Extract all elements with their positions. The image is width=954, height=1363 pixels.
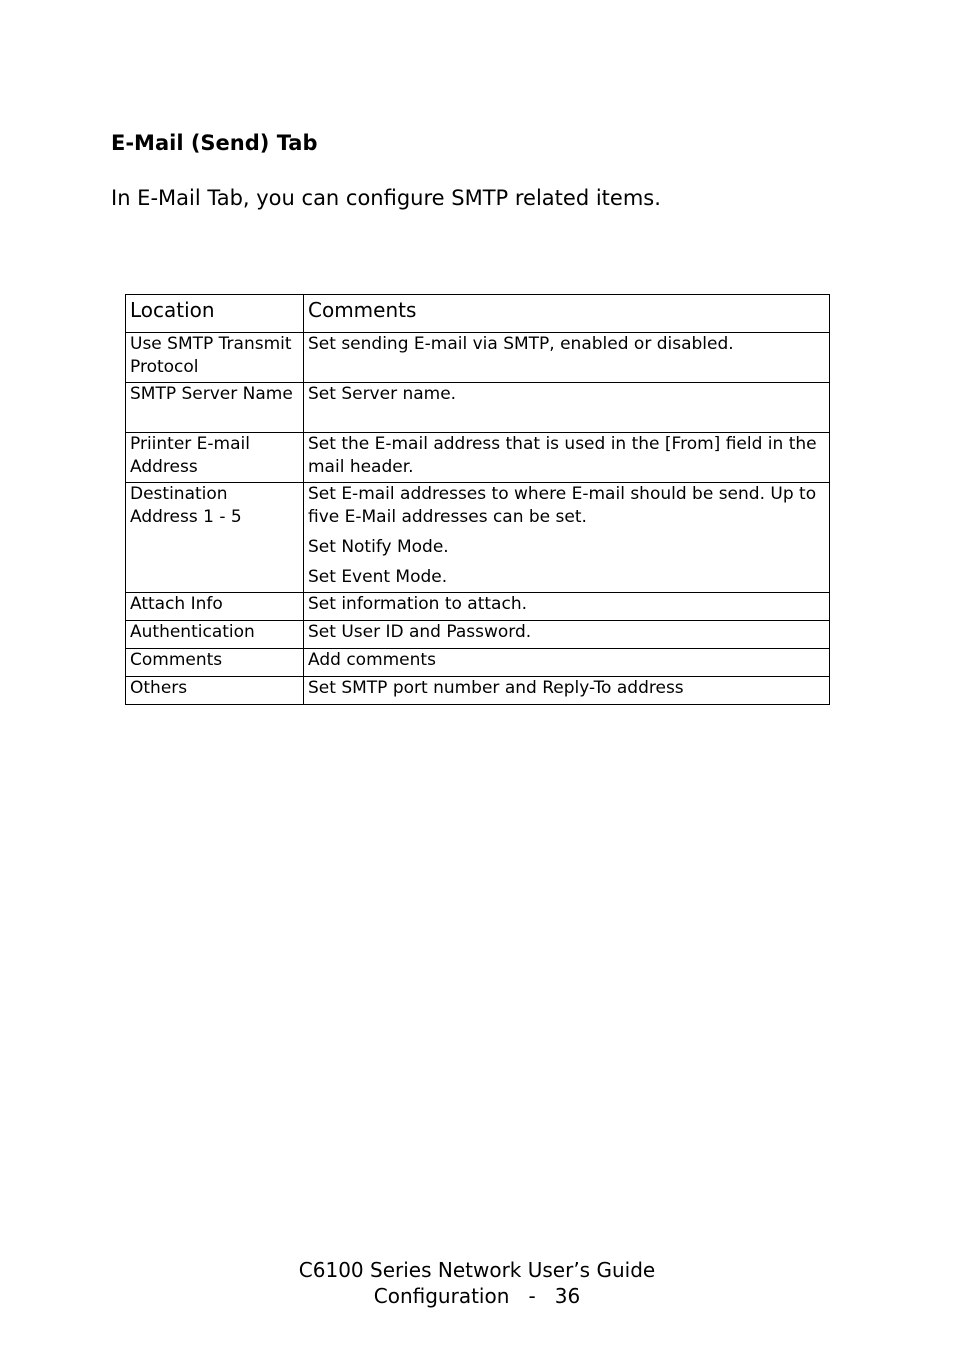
comments-cell: [304, 483, 830, 593]
location-cell: [126, 483, 304, 593]
comment-text: Set Event Mode.: [308, 567, 448, 587]
comment-text: Set information to attach.: [308, 594, 527, 614]
location-text: Authentication: [130, 622, 255, 642]
comments-cell: [304, 333, 830, 383]
table-row: [126, 593, 830, 621]
footer-page-number: Configuration - 36: [373, 1284, 581, 1308]
location-text: Priinter E-mail Address: [130, 434, 250, 477]
table-row: [126, 333, 830, 383]
location-cell: [126, 333, 304, 383]
comment-text: Set sending E-mail via SMTP, enabled or disabled.: [308, 334, 734, 354]
comments-cell: [304, 649, 830, 677]
table-row: [126, 649, 830, 677]
location-text: Use SMTP Transmit Protocol: [130, 334, 292, 377]
location-text: Comments: [130, 650, 223, 670]
location-cell: [126, 383, 304, 433]
location-cell: [126, 593, 304, 621]
comment-text: Set E-mail addresses to where E-mail should be send. Up to five E-Mail addresses can be set.: [308, 484, 817, 527]
comments-cell: [304, 621, 830, 649]
comments-cell: [304, 593, 830, 621]
section-heading: E-Mail (Send) Tab: [111, 131, 318, 155]
comment-text: Set Server name.: [308, 384, 457, 404]
location-cell: [126, 433, 304, 483]
header-location: Location: [126, 295, 304, 333]
table-row: [126, 483, 830, 593]
page-footer: [0, 1257, 954, 1309]
email-send-settings-table: [125, 294, 830, 705]
location-text: SMTP Server Name: [130, 384, 293, 404]
table-header-row: [126, 295, 830, 333]
location-cell: [126, 677, 304, 705]
table-row: [126, 621, 830, 649]
location-cell: [126, 621, 304, 649]
location-cell: [126, 649, 304, 677]
location-text: Others: [130, 678, 188, 698]
table-row: [126, 433, 830, 483]
table-row: [126, 383, 830, 433]
location-text: Attach Info: [130, 594, 223, 614]
comment-text: Set Notify Mode.: [308, 537, 449, 557]
location-text: Destination Address 1 - 5: [130, 484, 242, 527]
comments-cell: [304, 383, 830, 433]
comment-text: Set the E-mail address that is used in the [From] field in the mail header.: [308, 434, 817, 477]
table-row: [126, 677, 830, 705]
comment-text: Set SMTP port number and Reply-To address: [308, 678, 684, 698]
comments-cell: [304, 677, 830, 705]
footer-guide-title: C6100 Series Network User’s Guide: [298, 1258, 656, 1282]
comment-text: Set User ID and Password.: [308, 622, 532, 642]
intro-paragraph: In E-Mail Tab, you can configure SMTP related items.: [111, 186, 661, 210]
comments-cell: [304, 433, 830, 483]
header-comments: Comments: [304, 295, 830, 333]
comment-text: Add comments: [308, 650, 436, 670]
